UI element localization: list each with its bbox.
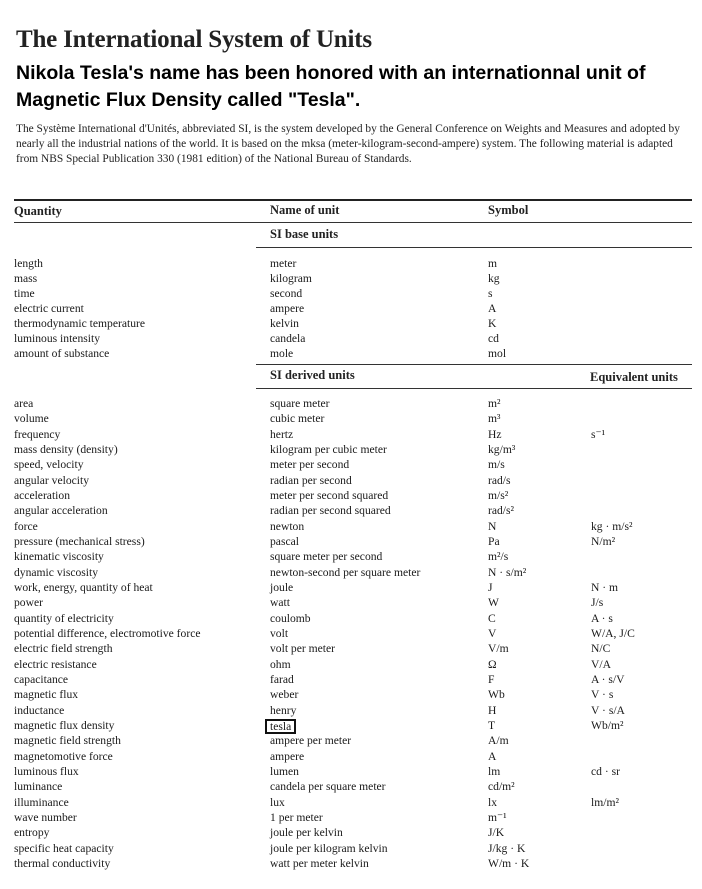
unit-name-cell: radian per second squared <box>270 504 391 518</box>
equivalent-cell: Wb/m² <box>591 718 624 732</box>
table-row <box>0 427 702 442</box>
quantity-cell: mass density (density) <box>14 442 118 456</box>
equivalent-cell: W/A, J/C <box>591 626 635 640</box>
symbol-cell: A/m <box>488 734 509 748</box>
symbol-cell: N · s/m² <box>488 565 527 579</box>
symbol-cell: K <box>488 317 497 330</box>
equivalent-cell: V/A <box>591 657 611 671</box>
table-row <box>0 672 702 687</box>
symbol-cell: Hz <box>488 427 502 441</box>
quantity-cell: luminous flux <box>14 764 79 778</box>
base-section-rule <box>256 247 692 248</box>
table-row <box>0 549 702 564</box>
symbol-cell: Wb <box>488 688 505 702</box>
derived-section-rule <box>256 388 692 389</box>
unit-name-cell: ohm <box>270 657 291 671</box>
table-row <box>0 473 702 488</box>
unit-name-cell: kilogram <box>270 272 312 285</box>
subtitle: Nikola Tesla's name has been honored with an internationnal unit of Magnetic Flux Density called "Tesla". <box>16 62 646 111</box>
unit-name-cell: farad <box>270 672 294 686</box>
table-row <box>0 749 702 764</box>
table-row <box>0 396 702 411</box>
table-row <box>0 256 702 271</box>
equivalent-cell: N/C <box>591 642 611 656</box>
quantity-cell: wave number <box>14 810 77 824</box>
quantity-cell: luminous intensity <box>14 332 100 345</box>
header-symbol: Symbol <box>488 203 529 217</box>
table-row <box>0 795 702 810</box>
quantity-cell: quantity of electricity <box>14 611 114 625</box>
page-title: The International System of Units <box>16 26 372 53</box>
quantity-cell: specific heat capacity <box>14 841 114 855</box>
symbol-cell: m/s <box>488 458 505 472</box>
symbol-cell: A <box>488 302 497 315</box>
quantity-cell: potential difference, electromotive force <box>14 626 201 640</box>
derived-section-top-rule <box>256 364 692 365</box>
unit-name-cell: kilogram per cubic meter <box>270 442 387 456</box>
quantity-cell: angular velocity <box>14 473 90 487</box>
symbol-cell: m/s² <box>488 488 509 502</box>
equivalent-cell: V · s/A <box>591 703 625 717</box>
symbol-cell: kg <box>488 272 500 285</box>
table-row <box>0 534 702 549</box>
table-row <box>0 687 702 702</box>
equivalent-cell: A · s <box>591 611 613 625</box>
quantity-cell: length <box>14 257 43 270</box>
unit-name-cell: second <box>270 287 303 300</box>
symbol-cell: H <box>488 703 497 717</box>
unit-name-cell: lux <box>270 795 285 809</box>
unit-name-cell: watt <box>270 596 290 610</box>
table-row <box>0 331 702 346</box>
table-row <box>0 856 702 871</box>
symbol-cell: J <box>488 580 493 594</box>
quantity-cell: magnetic field strength <box>14 734 121 748</box>
unit-name-cell: lumen <box>270 764 299 778</box>
symbol-cell: V <box>488 626 497 640</box>
quantity-cell: acceleration <box>14 488 70 502</box>
symbol-cell: W <box>488 596 499 610</box>
header-name-of-unit: Name of unit <box>270 203 340 217</box>
symbol-cell: A <box>488 749 497 763</box>
table-row <box>0 286 702 301</box>
symbol-cell: m³ <box>488 412 501 426</box>
unit-name-cell: radian per second <box>270 473 352 487</box>
unit-name-cell: square meter per second <box>270 550 383 564</box>
table-row <box>0 565 702 580</box>
table-row <box>0 825 702 840</box>
symbol-cell: W/m · K <box>488 856 530 870</box>
symbol-cell: lx <box>488 795 498 809</box>
quantity-cell: capacitance <box>14 672 69 686</box>
symbol-cell: m²/s <box>488 550 509 564</box>
unit-name-cell: meter per second <box>270 458 350 472</box>
table-row <box>0 611 702 626</box>
equivalent-cell: A · s/V <box>591 672 625 686</box>
unit-name-cell: kelvin <box>270 317 299 330</box>
symbol-cell: mol <box>488 347 507 360</box>
symbol-cell: m <box>488 257 498 270</box>
unit-name-cell: weber <box>270 688 299 702</box>
symbol-cell: Ω <box>488 657 497 671</box>
quantity-cell: illuminance <box>14 795 69 809</box>
unit-name-cell: newton <box>270 519 305 533</box>
quantity-cell: luminance <box>14 780 63 794</box>
symbol-cell: rad/s² <box>488 504 515 518</box>
table-row <box>0 346 702 361</box>
quantity-cell: angular acceleration <box>14 504 108 518</box>
quantity-cell: time <box>14 287 35 300</box>
table-row <box>0 718 702 733</box>
unit-name-cell: 1 per meter <box>270 810 323 824</box>
quantity-cell: pressure (mechanical stress) <box>14 534 145 548</box>
symbol-cell: Pa <box>488 534 500 548</box>
unit-name-cell: henry <box>270 703 297 717</box>
symbol-cell: m² <box>488 397 501 410</box>
quantity-cell: power <box>14 596 43 610</box>
table-row <box>0 316 702 331</box>
unit-name-cell: candela per square meter <box>270 780 386 794</box>
quantity-cell: electric field strength <box>14 642 113 656</box>
table-row <box>0 764 702 779</box>
quantity-cell: inductance <box>14 703 65 717</box>
unit-name-cell: joule per kilogram kelvin <box>270 841 388 855</box>
equivalent-cell: N · m <box>591 580 619 594</box>
table-row <box>0 519 702 534</box>
symbol-cell: lm <box>488 764 501 778</box>
equivalent-cell: lm/m² <box>591 795 619 809</box>
quantity-cell: magnetic flux density <box>14 718 115 732</box>
quantity-cell: kinematic viscosity <box>14 550 104 564</box>
header-equivalent-units: Equivalent units <box>590 370 678 384</box>
unit-name-cell: cubic meter <box>270 412 325 426</box>
section-derived-units: SI derived units <box>270 368 355 382</box>
table-row <box>0 411 702 426</box>
intro-paragraph: The Système International d'Unités, abbreviated SI, is the system developed by the General Conference on Weights and Measures and adopted by nearly all the industrial nations of the world. It is based on the mksa (meter-kilogram-second-ampere) system. The following material is adapted from NBS Special Publication 330 (1981 edition) of the National Bureau of Standards. <box>16 123 680 166</box>
header-quantity: Quantity <box>14 204 62 218</box>
quantity-cell: dynamic viscosity <box>14 565 99 579</box>
symbol-cell: F <box>488 672 495 686</box>
table-row <box>0 580 702 595</box>
unit-name-cell: ampere per meter <box>270 734 352 748</box>
unit-name-cell: volt <box>270 626 289 640</box>
quantity-cell: force <box>14 519 38 533</box>
symbol-cell: kg/m³ <box>488 442 516 456</box>
quantity-cell: frequency <box>14 427 61 441</box>
equivalent-cell: s⁻¹ <box>591 427 606 441</box>
section-base-units: SI base units <box>270 227 339 241</box>
unit-name-cell: meter per second squared <box>270 488 389 502</box>
table-row <box>0 779 702 794</box>
table-top-rule <box>14 199 692 201</box>
table-row <box>0 657 702 672</box>
quantity-cell: thermodynamic temperature <box>14 317 146 330</box>
unit-name-cell: coulomb <box>270 611 311 625</box>
equivalent-cell: J/s <box>591 596 604 610</box>
quantity-cell: area <box>14 397 34 410</box>
symbol-cell: N <box>488 519 497 533</box>
table-row <box>0 488 702 503</box>
header-bottom-rule <box>14 222 692 223</box>
equivalent-cell: kg · m/s² <box>591 519 633 533</box>
quantity-cell: magnetic flux <box>14 688 79 702</box>
unit-name-cell: meter <box>270 257 297 270</box>
table-row <box>0 457 702 472</box>
unit-name-cell: ampere <box>270 749 305 763</box>
symbol-cell: m⁻¹ <box>488 810 507 824</box>
unit-name-cell: volt per meter <box>270 642 336 656</box>
symbol-cell: s <box>488 287 493 300</box>
unit-name-cell: mole <box>270 347 294 360</box>
equivalent-cell: V · s <box>591 688 614 702</box>
table-row <box>0 503 702 518</box>
quantity-cell: electric current <box>14 302 84 315</box>
table-row <box>0 841 702 856</box>
unit-name-cell: joule <box>270 580 294 594</box>
quantity-cell: thermal conductivity <box>14 856 111 870</box>
unit-name-cell: hertz <box>270 427 294 441</box>
equivalent-cell: N/m² <box>591 534 616 548</box>
symbol-cell: J/K <box>488 826 505 840</box>
table-row <box>0 703 702 718</box>
quantity-cell: electric resistance <box>14 657 97 671</box>
symbol-cell: cd <box>488 332 499 345</box>
symbol-cell: rad/s <box>488 473 511 487</box>
quantity-cell: work, energy, quantity of heat <box>14 580 153 594</box>
symbol-cell: J/kg · K <box>488 841 526 855</box>
highlighted-unit-tesla: tesla <box>265 719 296 734</box>
symbol-cell: T <box>488 718 496 732</box>
quantity-cell: entropy <box>14 826 50 840</box>
quantity-cell: speed, velocity <box>14 458 84 472</box>
unit-name-cell: watt per meter kelvin <box>270 856 369 870</box>
unit-name-cell: ampere <box>270 302 305 315</box>
unit-name-cell: newton-second per square meter <box>270 565 421 579</box>
quantity-cell: volume <box>14 412 49 426</box>
unit-name-cell: pascal <box>270 534 299 548</box>
table-row <box>0 301 702 316</box>
table-row <box>0 733 702 748</box>
symbol-cell: C <box>488 611 496 625</box>
symbol-cell: V/m <box>488 642 509 656</box>
table-row <box>0 626 702 641</box>
unit-name-cell: candela <box>270 332 306 345</box>
quantity-cell: mass <box>14 272 38 285</box>
symbol-cell: cd/m² <box>488 780 515 794</box>
quantity-cell: magnetomotive force <box>14 749 113 763</box>
equivalent-cell: cd · sr <box>591 764 620 778</box>
unit-name-cell: joule per kelvin <box>270 826 343 840</box>
table-row <box>0 810 702 825</box>
table-row <box>0 595 702 610</box>
unit-name-cell: square meter <box>270 397 330 410</box>
quantity-cell: amount of substance <box>14 347 110 360</box>
table-row <box>0 271 702 286</box>
table-row <box>0 641 702 656</box>
table-row <box>0 442 702 457</box>
